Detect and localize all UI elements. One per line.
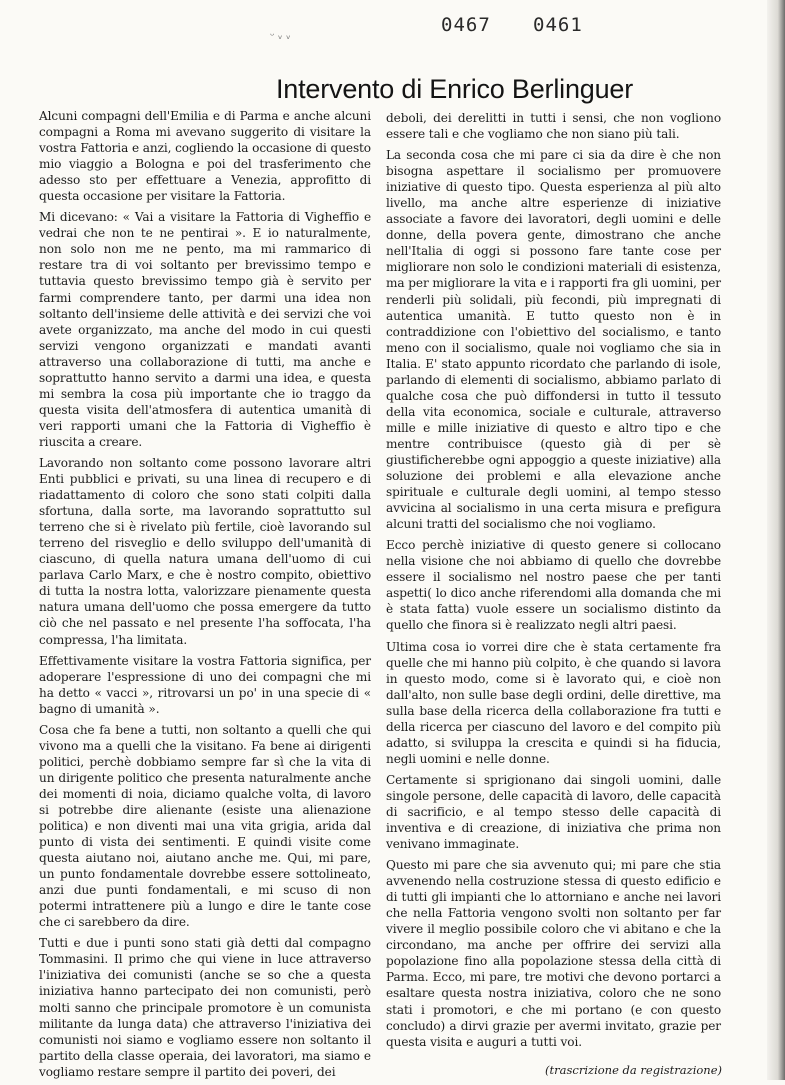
paragraph: Ecco perchè iniziative di questo genere si collocano nella visione che noi abbiamo di quello che dovrebbe essere il socialismo nel nostro paese che per tanti aspetti( lo dico anche riferendomi alla domanda che mi è stata fatta) vuole essere un socialismo distinto da quello che finora si è realizzato negli altri paesi. bbox=[386, 538, 721, 633]
paragraph: Questo mi pare che sia avvenuto qui; mi pare che stia avvenendo nella costruzione stessa di questo edificio e di tutti gli impianti che lo attorniano e anche nei lavori che nella Fattoria vengono svolti non soltanto per far vivere il meglio possibile coloro che vi abitano e che la circondano, ma anche per offrire dei servizi alla popolazione fino alla popolazione stessa della città di Parma. Ecco, mi pare, tre motivi che devono portarci a esaltare questa nostra iniziativa, coloro che ne sono stati i promotori, e che mi portano (e con questo concludo) a dirvi grazie per avermi invitato, grazie per questa visita e auguri a tutti voi. bbox=[386, 858, 721, 1049]
archive-number-stamp-second: 0461 bbox=[533, 14, 583, 36]
paragraph: Ultima cosa io vorrei dire che è stata certamente fra quelle che mi hanno più colpito, è che quando si lavora in questo modo, come si è lavorato qui, e cioè non dall'alto, non sulle base degli ordini, delle direttive, ma sulla base della ricerca della collaborazione fra tutti e della ricerca per ciascuno del lavoro e del compito più adatto, si sviluppa la crescita e quindi si ha fiducia, negli uomini e nelle donne. bbox=[386, 639, 721, 766]
right-text-column bbox=[386, 110, 721, 1055]
paragraph: La seconda cosa che mi pare ci sia da dire è che non bisogna aspettare il socialismo per promuovere iniziative di questo tipo. Questa esperienza al più alto livello, ma anche altre esperienze di iniziative associate a favore dei lavoratori, degli uomini e delle donne, della povera gente, dimostrano che anche nell'Italia di oggi si possono fare tante cose per migliorare non solo le condizioni materiali di esistenza, ma per migliorare la vita e i rapporti fra gli uomini, per renderli più solidali, più fecondi, più impregnati di autentica umanità. E tutto questo non è in contraddizione con l'obiettivo del socialismo, e tanto meno con il socialismo, quale noi vogliamo che sia in Italia. E' stato appunto ricordato che parlando di isole, parlando di elementi di socialismo, abbiamo parlato di qualche cosa che può diffondersi in tutto il tessuto della vita economica, sociale e culturale, attraverso mille e mille iniziative di questo e altro tipo e che mentre contribuisce (questo già di per sè giustificherebbe ogni appoggio a queste iniziative) alla soluzione dei problemi e alla elevazione anche spirituale e culturale degli uomini, al tempo stesso avvicina al socialismo in una certa misura e prefigura alcuni tratti del socialismo che noi vogliamo. bbox=[386, 148, 721, 532]
page-edge-shadow bbox=[767, 0, 785, 1080]
paragraph: Lavorando non soltanto come possono lavorare altri Enti pubblici e privati, su una linea di recupero e di riadattamento di coloro che sono stati colpiti dalla sfortuna, dalla sorte, ma lavorando soprattutto sul terreno che si è rivelato più fertile, cioè lavorando sul terreno del risveglio e dello sviluppo dell'umanità di ciascuno, di quella natura umana dell'uomo di cui parlava Carlo Marx, e che è nostro compito, obiettivo di tutta la nostra lotta, valorizzare pienamente questa natura umana dell'uomo che possa emergere da tutto ciò che nel passato e nel presente l'ha soffocata, l'ha compressa, l'ha limitata. bbox=[39, 455, 371, 647]
paragraph: Cosa che fa bene a tutti, non soltanto a quelli che qui vivono ma a quelli che la visitano. Fa bene ai dirigenti politici, perchè dobbiamo sempre far sì che la vita di un dirigente politico che presenta naturalmente anche dei momenti di noia, diciamo qualche volta, di lavoro si potrebbe dire alienante (esiste una alienazione politica) e non diventi mai una vita grigia, arida dal punto di vista dei sentimenti. E quindi visite come questa aiutano noi, aiutano anche me. Qui, mi pare, un punto fondamentale dovrebbe essere sottolineato, anzi due punti fondamentali, e mi scuso di non potermi intrattenere più a lungo e dire le tante cose che ci sarebbero da dire. bbox=[39, 722, 371, 930]
paragraph: Mi dicevano: « Vai a visitare la Fattoria di Vigheffio e vedrai che non te ne pentirai ». E io naturalmente, non solo non me ne pento, ma mi rammarico di restare tra di voi soltanto per brevissimo tempo e tuttavia questo brevissimo tempo già è servito per farmi comprendere tanto, per darmi una idea non soltanto dell'insieme delle attività e dei servizi che voi avete organizzato, ma anche del modo in cui questi servizi vengono organizzati e mandati avanti attraverso una collaborazione di tutti, ma anche e soprattutto hanno servito a darmi una idea, e questa mi sembra la cosa più importante che io traggo da questa visita dell'atmosfera di autentica umanità di veri rapporti umani che la Fattoria di Vigheffio è riuscita a creare. bbox=[39, 210, 371, 449]
archive-number-stamp: 0467 bbox=[441, 14, 491, 36]
paragraph: Tutti e due i punti sono stati già detti dal compagno Tommasini. Il primo che qui viene in luce attraverso l'iniziativa dei comunisti (anche se so che a questa iniziativa hanno partecipato dei non comunisti, però molti sanno che principale promotore è un comunista militante da lunga data) che attraverso l'iniziativa dei comunisti noi siamo e vogliamo essere non soltanto il partito della classe operaia, dei lavoratori, ma siamo e vogliamo restare sempre il partito dei poveri, dei bbox=[39, 936, 371, 1079]
ink-smudge-marks: ᵕ ᵥ ᵥ bbox=[270, 29, 291, 42]
paragraph: Effettivamente visitare la vostra Fattoria significa, per adoperare l'espressione di uno dei compagni che mi ha detto « vacci », ritrovarsi un po' in una specie di « bagno di umanità ». bbox=[39, 653, 371, 716]
left-text-column bbox=[39, 108, 371, 1085]
transcription-note: (trascrizione da registrazione) bbox=[545, 1063, 722, 1077]
paragraph: Certamente si sprigionano dai singoli uomini, dalle singole persone, delle capacità di lavoro, delle capacità di sacrificio, e al tempo stesso delle capacità di inventiva e di creazione, di iniziativa che prima non venivano immaginate. bbox=[386, 772, 721, 852]
page-title: Intervento di Enrico Berlinguer bbox=[276, 74, 633, 105]
paragraph: deboli, dei derelitti in tutti i sensi, che non vogliono essere tali e che vogliamo che non siano più tali. bbox=[386, 111, 721, 142]
paragraph: Alcuni compagni dell'Emilia e di Parma e anche alcuni compagni a Roma mi avevano suggerito di visitare la vostra Fattoria e anzi, cogliendo la occasione di questo mio viaggio a Bologna e poi del trasferimento che adesso sto per effettuare a Venezia, approfitto di questa occasione per visitare la Fattoria. bbox=[39, 109, 371, 204]
